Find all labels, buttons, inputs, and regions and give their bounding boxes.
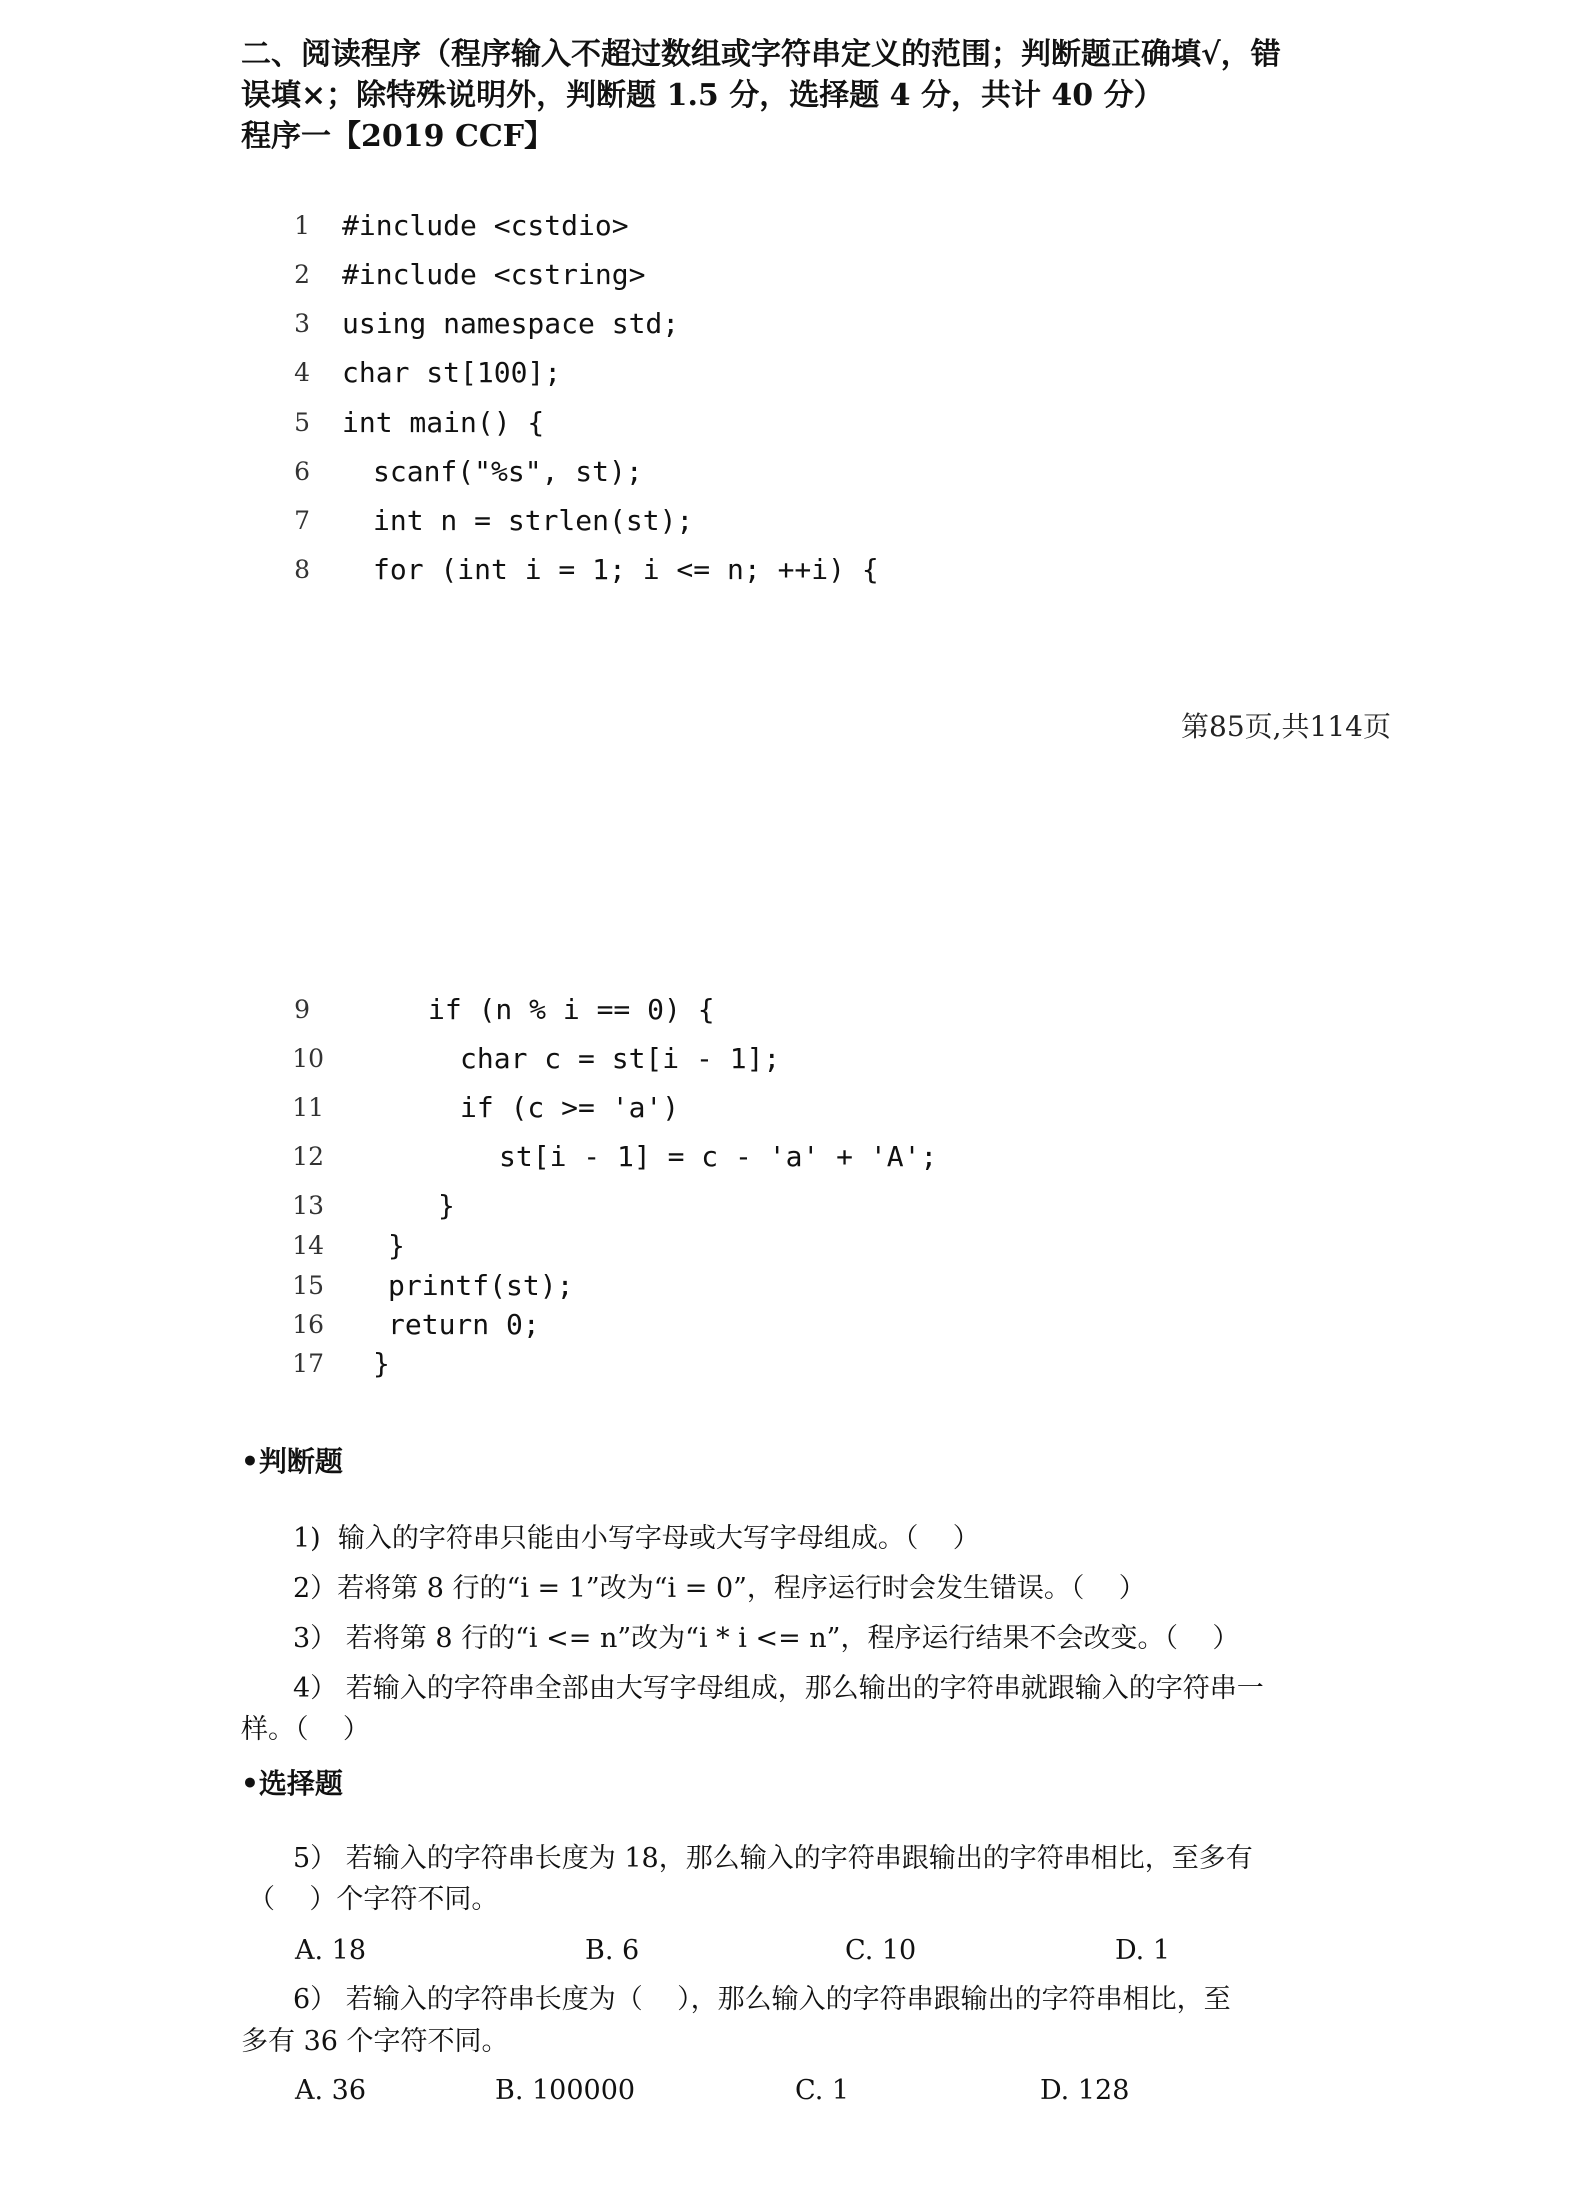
q6-option-a: A. 36 xyxy=(295,2075,367,2106)
judge-question-2: 2）若将第 8 行的“i = 1”改为“i = 0”，程序运行时会发生错误。（ ） xyxy=(293,1573,1146,1604)
code-text: } xyxy=(438,1189,455,1222)
code-line xyxy=(0,205,1200,253)
code-line xyxy=(0,1038,1200,1086)
q5-option-c: C. 10 xyxy=(845,1935,917,1966)
choice-question-5-cont: （ ）个字符不同。 xyxy=(248,1884,499,1915)
line-number: 8 xyxy=(294,555,310,584)
q5-option-a: A. 18 xyxy=(295,1935,367,1966)
line-number: 5 xyxy=(294,408,310,437)
code-line xyxy=(0,1087,1200,1135)
code-line xyxy=(0,549,1200,597)
line-number: 11 xyxy=(292,1093,324,1122)
line-number: 7 xyxy=(294,506,310,535)
code-line xyxy=(0,254,1200,302)
line-number: 14 xyxy=(292,1231,324,1260)
code-text: return 0; xyxy=(388,1308,540,1341)
judge-question-3: 3） 若将第 8 行的“i <= n”改为“i * i <= n”，程序运行结果不会改变。（ ） xyxy=(293,1623,1240,1654)
judge-question-1: 1) 输入的字符串只能由小写字母或大写字母组成。（ ） xyxy=(293,1523,980,1554)
code-text: int n = strlen(st); xyxy=(373,504,694,537)
line-number: 4 xyxy=(294,358,310,387)
judge-question-4: 4） 若输入的字符串全部由大写字母组成，那么输出的字符串就跟输入的字符串一 xyxy=(293,1673,1264,1704)
code-text: } xyxy=(388,1229,405,1262)
q6-option-b: B. 100000 xyxy=(495,2075,636,2106)
line-number: 2 xyxy=(294,260,310,289)
line-number: 3 xyxy=(294,309,310,338)
code-line xyxy=(0,1136,1200,1184)
line-number: 15 xyxy=(292,1271,324,1300)
code-text: for (int i = 1; i <= n; ++i) { xyxy=(373,553,879,586)
code-text: #include <cstdio> xyxy=(342,209,629,242)
q6-option-d: D. 128 xyxy=(1040,2075,1130,2106)
choice-question-5: 5） 若输入的字符串长度为 18，那么输入的字符串跟输出的字符串相比，至多有 xyxy=(293,1843,1253,1874)
choice-question-6: 6） 若输入的字符串长度为（ ），那么输入的字符串跟输出的字符串相比，至 xyxy=(293,1984,1231,2015)
program-title: 程序一【2019 CCF】 xyxy=(241,119,554,154)
code-text: if (c >= 'a') xyxy=(460,1091,680,1124)
code-text: char st[100]; xyxy=(342,356,562,389)
code-text: scanf("%s", st); xyxy=(373,455,643,488)
code-line xyxy=(0,500,1200,548)
section-heading-line1: 二、阅读程序（程序输入不超过数组或字符串定义的范围；判断题正确填√，错 xyxy=(241,37,1281,72)
code-line xyxy=(0,352,1200,400)
judge-section-label: •判断题 xyxy=(241,1445,343,1478)
code-text: printf(st); xyxy=(388,1269,574,1302)
choice-question-6-cont: 多有 36 个字符不同。 xyxy=(241,2026,509,2057)
line-number: 10 xyxy=(292,1044,324,1073)
code-text: #include <cstring> xyxy=(342,258,646,291)
code-line xyxy=(0,451,1200,499)
line-number: 1 xyxy=(294,211,310,240)
line-number: 16 xyxy=(292,1310,324,1339)
choice-section-label: •选择题 xyxy=(241,1767,343,1800)
section-heading-line2: 误填×；除特殊说明外，判断题 1.5 分，选择题 4 分，共计 40 分） xyxy=(241,78,1164,113)
code-text: if (n % i == 0) { xyxy=(428,993,715,1026)
code-line xyxy=(0,1343,1200,1391)
line-number: 6 xyxy=(294,457,310,486)
code-line xyxy=(0,402,1200,450)
page-number: 第85页,共114页 xyxy=(1181,710,1391,743)
code-text: st[i - 1] = c - 'a' + 'A'; xyxy=(499,1140,938,1173)
code-line xyxy=(0,303,1200,351)
code-text: using namespace std; xyxy=(342,307,680,340)
q6-option-c: C. 1 xyxy=(795,2075,850,2106)
line-number: 12 xyxy=(292,1142,324,1171)
q5-option-b: B. 6 xyxy=(585,1935,640,1966)
line-number: 9 xyxy=(294,995,310,1024)
line-number: 17 xyxy=(292,1349,324,1378)
code-text: } xyxy=(373,1347,390,1380)
code-text: char c = st[i - 1]; xyxy=(460,1042,781,1075)
q5-option-d: D. 1 xyxy=(1115,1935,1171,1966)
code-text: int main() { xyxy=(342,406,545,439)
judge-question-4-cont: 样。（ ） xyxy=(241,1714,370,1745)
code-line xyxy=(0,989,1200,1037)
line-number: 13 xyxy=(292,1191,324,1220)
